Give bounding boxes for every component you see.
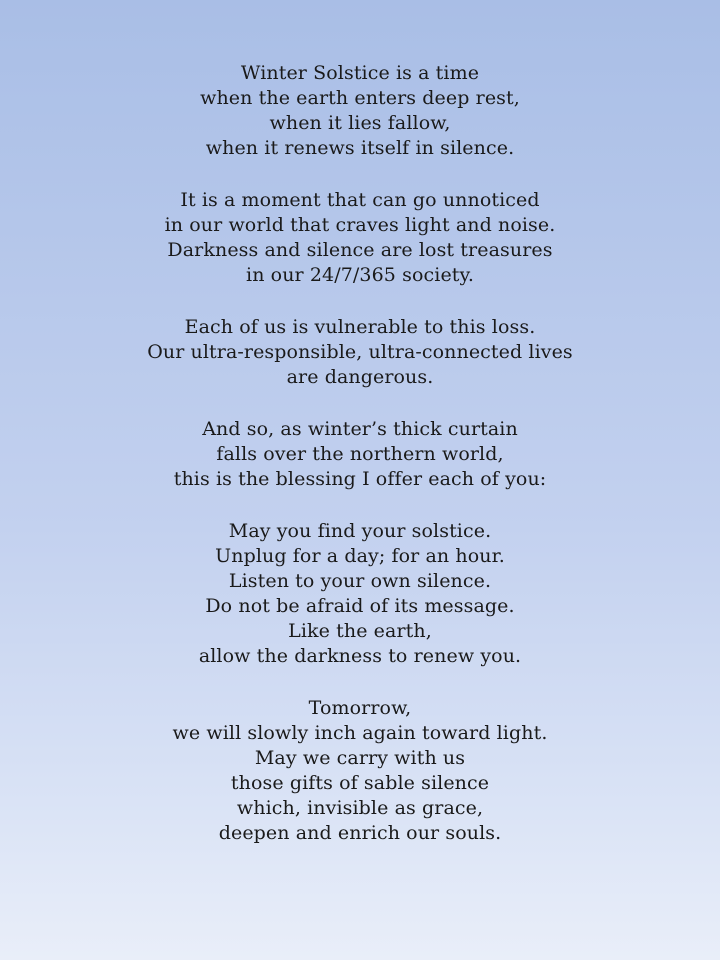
stanza-5 <box>0 519 720 669</box>
poem-line: we will slowly inch again toward light. <box>172 722 548 744</box>
poem-line: Unplug for a day; for an hour. <box>215 545 505 567</box>
poem-line: allow the darkness to renew you. <box>198 645 522 667</box>
stanza-3 <box>0 315 720 390</box>
poem-line: Winter Solstice is a time <box>240 62 480 84</box>
poem-line: when it lies fallow, <box>269 112 451 134</box>
poem-line: Do not be afraid of its message. <box>205 595 515 617</box>
poem-line: May you find your solstice. <box>228 520 492 542</box>
poem-line: Like the earth, <box>288 620 432 642</box>
stanza-4 <box>0 417 720 492</box>
poem-line: Listen to your own silence. <box>228 570 492 592</box>
poem-line: It is a moment that can go unnoticed <box>180 189 540 211</box>
stanza-2 <box>0 188 720 288</box>
stanza-1 <box>0 61 720 161</box>
poem-line: which, invisible as grace, <box>236 797 484 819</box>
poem-line: falls over the northern world, <box>216 443 504 465</box>
poem-line: Tomorrow, <box>308 697 412 719</box>
poem-line: this is the blessing I offer each of you: <box>173 468 547 490</box>
poem-line: Our ultra-responsible, ultra-connected lives <box>147 341 573 363</box>
poem-line: in our 24/7/365 society. <box>246 264 474 286</box>
stanza-6 <box>0 696 720 846</box>
poem-line: Darkness and silence are lost treasures <box>167 239 553 261</box>
poem-line: in our world that craves light and noise. <box>164 214 556 236</box>
poem-line: And so, as winter’s thick curtain <box>202 418 518 440</box>
poem-line: when the earth enters deep rest, <box>200 87 520 109</box>
poem-line: those gifts of sable silence <box>230 772 490 794</box>
poem-line: May we carry with us <box>254 747 466 769</box>
poem-line: when it renews itself in silence. <box>205 137 515 159</box>
poem-line: deepen and enrich our souls. <box>218 822 502 844</box>
poem-line: Each of us is vulnerable to this loss. <box>184 316 536 338</box>
poem-line: are dangerous. <box>286 366 434 388</box>
